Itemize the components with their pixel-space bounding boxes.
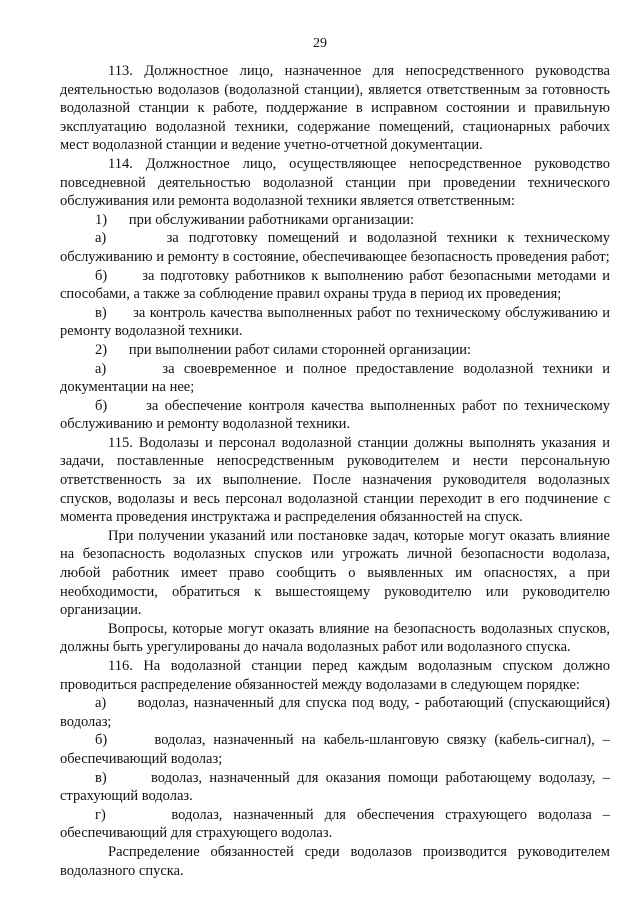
paragraph: Распределение обязанностей среди водолазов производится руководителем водолазного спуска. [60, 843, 614, 879]
paragraph: а) за подготовку помещений и водолазной техники к техническому обслуживанию и ремонту в состояние, обеспечивающее безопасность проведения работ; [60, 230, 614, 265]
paragraph: 116. На водолазной станции перед каждым водолазным спуском должно проводиться распределение обязанностей между водолазами в следующем порядке: [60, 658, 614, 693]
paragraph: г) водолаз, назначенный для обеспечения страхующего водолаза – обеспечивающий для страхующего водолаз. [60, 806, 614, 842]
paragraph: в) водолаз, назначенный для оказания помощи работающему водолазу, – страхующий водолаз. [60, 769, 614, 805]
paragraph: Вопросы, которые могут оказать влияние на безопасность водолазных спусков, должны быть урегулированы до начала водолазных работ или водолазного спуска. [60, 620, 614, 656]
page-number: 29 [313, 36, 327, 51]
document-body [60, 62, 614, 880]
paragraph: б) водолаз, назначенный на кабель-шланговую связку (кабель-сигнал), – обеспечивающий водолаз; [60, 732, 614, 767]
paragraph: в) за контроль качества выполненных работ по техническому обслуживанию и ремонту водолазной техники. [60, 304, 614, 340]
paragraph: 115. Водолазы и персонал водолазной станции должны выполнять указания и задачи, поставленные непосредственным руководителем и нести персональную ответственность за их выполнение. После назначения руководителя водолазных спусков, водолазы и весь персонал водолазной станции переходит в его подчинение с момента проведения инструктажа и распределения обязанностей на спуск. [60, 434, 614, 526]
paragraph: а) за своевременное и полное предоставление водолазной техники и документации на нее; [60, 360, 614, 396]
paragraph: б) за обеспечение контроля качества выполненных работ по техническому обслуживанию и ремонту водолазной техники. [60, 397, 614, 433]
paragraph: б) за подготовку работников к выполнению работ безопасными методами и способами, а также за соблюдение правил охраны труда в период их проведения; [60, 267, 614, 303]
paragraph: 114. Должностное лицо, осуществляющее непосредственное руководство повседневной деятельностью водолазной станции при проведении технического обслуживания или ремонта водолазной техники является ответственным: [60, 155, 614, 210]
paragraph: а) водолаз, назначенный для спуска под воду, - работающий (спускающийся) водолаз; [60, 695, 614, 730]
paragraph: 113. Должностное лицо, назначенное для непосредственного руководства деятельностью водолазов (водолазной станции), является ответственным за готовность водолазной станции к работе, поддержание в исправном состоянии и правильную эксплуатацию водолазной техники, содержание помещений, стационарных рабочих мест водолазной станции и ведение учетно-отчетной документации. [60, 63, 614, 154]
paragraph: 2) при выполнении работ силами сторонней организации: [95, 341, 472, 358]
paragraph: При получении указаний или постановке задач, которые могут оказать влияние на безопасность водолазных спусков или угрожать личной безопасности водолаза, любой работник имеет право сообщить о выявленных им опасностях, а при необходимости, обратиться к вышестоящему руководителю или руководителю организации. [60, 527, 614, 619]
paragraph: 1) при обслуживании работниками организации: [95, 211, 415, 228]
